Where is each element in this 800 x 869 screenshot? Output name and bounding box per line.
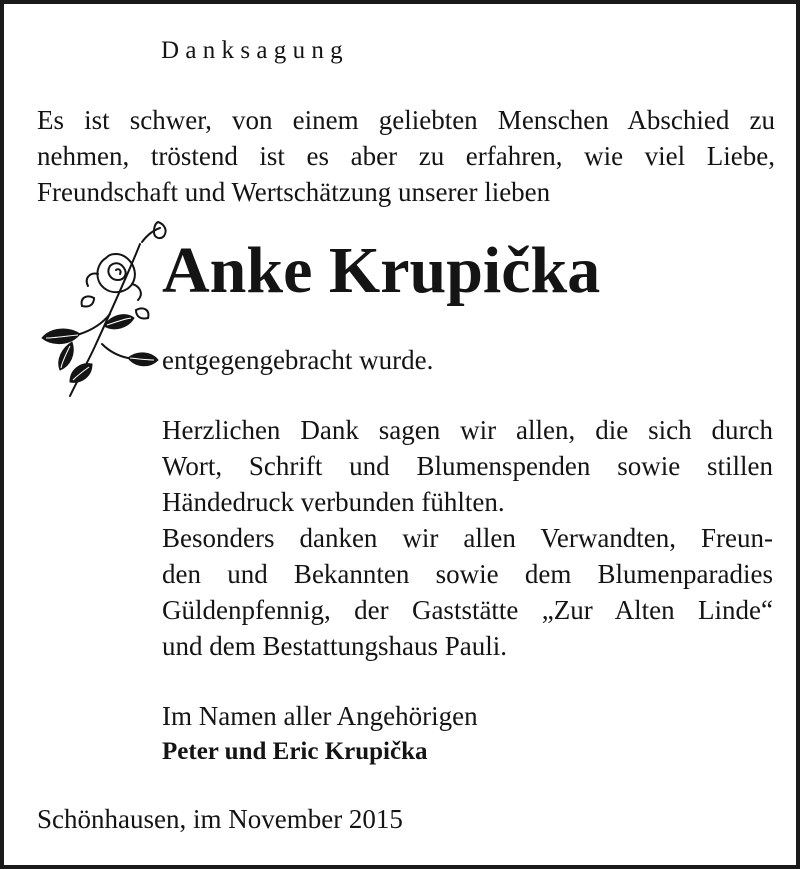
body-line: Besonders danken wir allen Verwandten, Freun- bbox=[162, 523, 773, 553]
intro-line: Es ist schwer, von einem geliebten Menschen Abschied zu bbox=[37, 105, 775, 135]
closing-text: Im Namen aller Angehörigen bbox=[162, 701, 478, 731]
body-line: Güldenpfennig, der Gaststätte „Zur Alten Linde“ bbox=[162, 595, 773, 625]
intro-line: nehmen, tröstend ist es aber zu erfahren, wie viel Liebe, bbox=[37, 141, 775, 171]
body-line: Händedruck verbunden fühlten. bbox=[162, 487, 505, 517]
body-line: und dem Bestattungshaus Pauli. bbox=[162, 631, 507, 661]
body-line: Herzlichen Dank sagen wir allen, die sich durch bbox=[162, 415, 773, 445]
signers: Peter und Eric Krupička bbox=[162, 738, 428, 765]
body-line: Wort, Schrift und Blumenspenden sowie stillen bbox=[162, 451, 773, 481]
intro-line: Freundschaft und Wertschätzung unserer lieben bbox=[37, 177, 551, 207]
deceased-name: Anke Krupička bbox=[162, 234, 601, 307]
place-date: Schönhausen, im November 2015 bbox=[37, 804, 403, 834]
body-line: den und Bekannten sowie dem Blumenparadies bbox=[162, 559, 773, 589]
thanks-paragraph bbox=[162, 412, 773, 664]
rose-icon bbox=[32, 214, 172, 414]
after-name-text: entgegengebracht wurde. bbox=[162, 345, 434, 375]
notice-heading: Danksagung bbox=[161, 37, 349, 64]
intro-paragraph bbox=[37, 102, 775, 210]
